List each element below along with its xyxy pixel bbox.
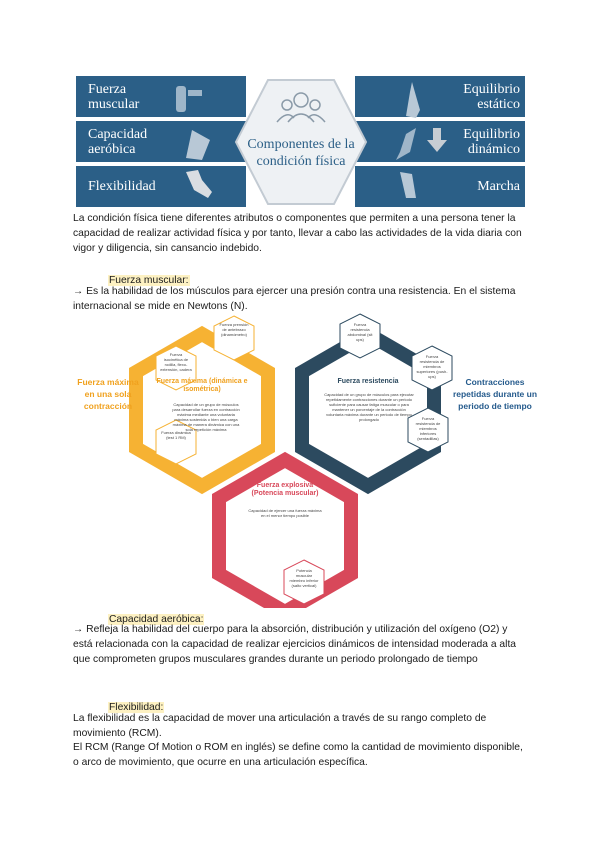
athlete-silhouette-left-icon: [172, 80, 232, 202]
hex-title-fuerza-maxima: Fuerza máxima (dinámica e isométrica): [156, 378, 248, 393]
heading-capacidad-aerobica-text: Capacidad aeróbica:: [109, 614, 204, 625]
flexibilidad-text-2: El RCM (Range Of Motion o ROM en inglés) se define como la cantidad de movimiento disponible, o arco de movimiento, que ocurre en una articulación específica.: [73, 742, 523, 768]
banner-label-fuerza: Fuerza muscular: [88, 82, 140, 112]
flexibilidad-text-1: La flexibilidad es la capacidad de mover una articulación a través de su rango completo de movimiento (RCM).: [73, 713, 487, 739]
small-label-red-bottom: Potencia muscular miembro inferior (salto vertical): [289, 568, 319, 588]
hex-desc-fuerza-maxima: Capacidad de un grupo de músculos para desarrollar fuerza en contracción máxima mediante una voluntaria máxima sostenida o bien una carga máxima de manera dinámica con una sola repetición máxima: [172, 402, 240, 432]
hex-title-fuerza-explosiva: Fuerza explosiva (Potencia muscular): [251, 482, 319, 497]
components-banner: [76, 76, 525, 207]
banner-label-equilibrio-estatico: Equilibrio estático: [463, 82, 520, 112]
banner-label-equilibrio-dinamico: Equilibrio dinámico: [463, 127, 520, 157]
small-label-yellow-top: Fuerza prensión de antebrazo (dinamómetro): [219, 322, 249, 337]
small-label-yellow-bottom: Fuerza dinámica (test 1 RM): [161, 430, 191, 440]
fuerza-diagram: [72, 312, 538, 608]
heading-flexibilidad-text: Flexibilidad:: [109, 702, 164, 713]
banner-label-aerobica: Capacidad aeróbica: [88, 127, 148, 157]
banner-center-title: Componentes de la condición física: [247, 137, 355, 169]
intro-paragraph: La condición física tiene diferentes atributos o componentes que permiten a una persona tener la capacidad de realizar actividad física y por tanto, llevar a cabo las actividades de la vida diaria con vigor y diligencia, sin cansancio indebido.: [73, 213, 522, 254]
banner-label-flexibilidad: Flexibilidad: [88, 179, 156, 194]
banner-label-marcha: Marcha: [477, 179, 520, 194]
small-label-navy-top: Fuerza resistencia abdominal (sit ups): [347, 322, 373, 342]
hex-desc-fuerza-resistencia: Capacidad de un grupo de músculos para ejecutar repetidamente contracciones durante un periodo suficiente para causar fatiga muscular o para mantener un porcentaje de la contracción voluntaria máxima durante un periodo de tiempo prolongado: [324, 392, 414, 422]
heading-fuerza-muscular-text: Fuerza muscular:: [109, 275, 189, 286]
side-label-contracciones: Contracciones repetidas durante un periodo de tiempo: [452, 377, 538, 411]
hexagon-graphic: [72, 312, 532, 608]
hex-desc-fuerza-explosiva: Capacidad de ejercer una fuerza máxima en el menor tiempo posible: [248, 508, 322, 518]
capacidad-aerobica-text: → Refleja la habilidad del cuerpo para la absorción, distribución y utilización del oxígeno (O2) y está relacionada con la capacidad de realizar ejercicios dinámicos de intensidad moderada a alta que comprometen grupos musculares grandes durante un periodo prolongado de tiempo: [73, 624, 517, 665]
side-label-fuerza-maxima: Fuerza máxima en una sola contracción: [77, 377, 139, 411]
small-label-navy-right: Fuerza resistencia de miembros superiores (push-ups): [416, 354, 448, 379]
hex-title-fuerza-resistencia: Fuerza resistencia: [337, 378, 399, 385]
small-label-navy-bottom: Fuerza resistencia de miembros inferiores (sentadillas): [415, 416, 441, 441]
small-label-yellow-left: Fuerza isocinética de rodilla, flexo-extensión, cadera: [160, 352, 192, 372]
fuerza-muscular-text: → Es la habilidad de los músculos para ejercer una presión contra una resistencia. En el sistema internacional se mide en Newtons (N).: [73, 286, 516, 312]
